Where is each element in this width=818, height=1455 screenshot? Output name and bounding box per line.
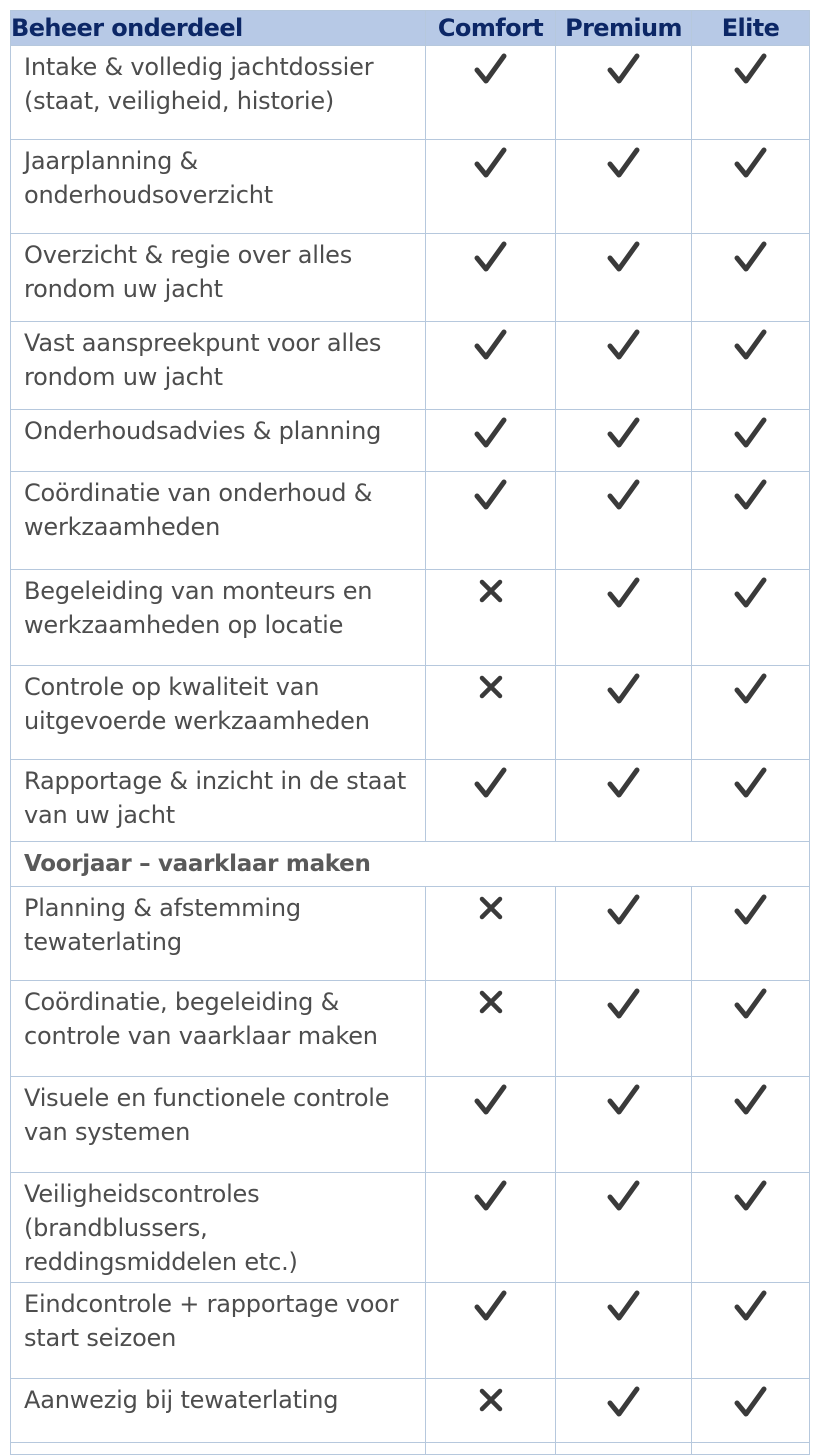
check-icon [734, 987, 768, 1006]
check-icon [734, 1083, 768, 1102]
cell-elite [692, 322, 810, 410]
row-label: Aanwezig bij tewaterlating [11, 1379, 426, 1443]
check-icon [607, 1179, 641, 1198]
check-icon [607, 146, 641, 165]
cell-premium [556, 46, 692, 140]
row-label: Rapportage & inzicht in de staat van uw jacht [11, 760, 426, 842]
check-icon [607, 1385, 641, 1404]
check-icon [607, 1289, 641, 1308]
check-icon [734, 416, 768, 435]
cell-premium [556, 410, 692, 472]
cross-icon [474, 893, 508, 912]
section-title: Voorjaar – vaarklaar maken [11, 842, 810, 887]
cell-comfort [426, 887, 556, 981]
cell-premium [556, 981, 692, 1077]
cell-elite [692, 472, 810, 570]
cell-comfort [426, 472, 556, 570]
cell-elite [692, 887, 810, 981]
check-icon [474, 478, 508, 497]
cell-premium [556, 760, 692, 842]
cell-comfort [426, 760, 556, 842]
check-icon [607, 576, 641, 595]
table-cell [692, 1443, 810, 1455]
cell-comfort [426, 1173, 556, 1283]
header-comfort: Comfort [426, 11, 556, 46]
row-label: Vast aanspreekpunt voor alles rondom uw jacht [11, 322, 426, 410]
header-premium: Premium [556, 11, 692, 46]
cell-elite [692, 1283, 810, 1379]
cell-premium [556, 887, 692, 981]
check-icon [474, 146, 508, 165]
table-cell [556, 1443, 692, 1455]
table-header-row [11, 11, 810, 46]
table-row [11, 410, 810, 472]
check-icon [607, 766, 641, 785]
cell-elite [692, 46, 810, 140]
cell-comfort [426, 1283, 556, 1379]
check-icon [474, 416, 508, 435]
check-icon [607, 672, 641, 691]
header-elite: Elite [692, 11, 810, 46]
cell-elite [692, 981, 810, 1077]
table-row [11, 472, 810, 570]
row-label: Begeleiding van monteurs en werkzaamheden op locatie [11, 570, 426, 666]
row-label: Planning & afstemming tewaterlating [11, 887, 426, 981]
table-row [11, 1283, 810, 1379]
check-icon [734, 1385, 768, 1404]
cell-comfort [426, 1379, 556, 1443]
header-beheer-onderdeel: Beheer onderdeel [11, 11, 426, 46]
check-icon [474, 1289, 508, 1308]
check-icon [474, 328, 508, 347]
check-icon [607, 1083, 641, 1102]
cross-icon [474, 672, 508, 691]
table-row [11, 570, 810, 666]
check-icon [474, 52, 508, 71]
check-icon [607, 52, 641, 71]
check-icon [607, 328, 641, 347]
cell-elite [692, 666, 810, 760]
table-row [11, 234, 810, 322]
table-row [11, 1173, 810, 1283]
check-icon [607, 416, 641, 435]
cell-comfort [426, 410, 556, 472]
check-icon [474, 766, 508, 785]
cell-premium [556, 666, 692, 760]
table-row [11, 760, 810, 842]
comparison-table [10, 10, 810, 1455]
cell-elite [692, 570, 810, 666]
check-icon [734, 766, 768, 785]
check-icon [734, 672, 768, 691]
check-icon [734, 52, 768, 71]
cell-elite [692, 1173, 810, 1283]
table-cell [426, 1443, 556, 1455]
check-icon [734, 1289, 768, 1308]
table-cell [11, 1443, 426, 1455]
table-row [11, 322, 810, 410]
cell-premium [556, 472, 692, 570]
cell-elite [692, 234, 810, 322]
table-row [11, 1077, 810, 1173]
cell-comfort [426, 666, 556, 760]
check-icon [734, 893, 768, 912]
table-row [11, 981, 810, 1077]
cell-comfort [426, 234, 556, 322]
cross-icon [474, 987, 508, 1006]
check-icon [474, 240, 508, 259]
cell-comfort [426, 322, 556, 410]
table-row [11, 46, 810, 140]
cell-premium [556, 570, 692, 666]
check-icon [734, 328, 768, 347]
cell-premium [556, 1077, 692, 1173]
table-row [11, 140, 810, 234]
check-icon [607, 478, 641, 497]
table-row-partial [11, 1443, 810, 1455]
cell-premium [556, 1173, 692, 1283]
cell-elite [692, 1379, 810, 1443]
cell-comfort [426, 140, 556, 234]
row-label: Onderhoudsadvies & planning [11, 410, 426, 472]
row-label: Controle op kwaliteit van uitgevoerde werkzaamheden [11, 666, 426, 760]
check-icon [734, 146, 768, 165]
row-label: Visuele en functionele controle van systemen [11, 1077, 426, 1173]
cell-premium [556, 1379, 692, 1443]
cell-comfort [426, 570, 556, 666]
cross-icon [474, 1385, 508, 1404]
cell-premium [556, 140, 692, 234]
beheer-rows [11, 46, 810, 842]
table-row [11, 1379, 810, 1443]
check-icon [734, 240, 768, 259]
check-icon [734, 478, 768, 497]
row-label: Overzicht & regie over alles rondom uw jacht [11, 234, 426, 322]
row-label: Eindcontrole + rapportage voor start seizoen [11, 1283, 426, 1379]
cell-elite [692, 760, 810, 842]
cross-icon [474, 576, 508, 595]
row-label: Coördinatie van onderhoud & werkzaamheden [11, 472, 426, 570]
voorjaar-rows [11, 887, 810, 1443]
row-label: Coördinatie, begeleiding & controle van vaarklaar maken [11, 981, 426, 1077]
cell-elite [692, 1077, 810, 1173]
cell-elite [692, 140, 810, 234]
check-icon [734, 576, 768, 595]
cell-comfort [426, 46, 556, 140]
cell-comfort [426, 1077, 556, 1173]
cell-premium [556, 322, 692, 410]
check-icon [607, 893, 641, 912]
table-row [11, 887, 810, 981]
cell-elite [692, 410, 810, 472]
row-label: Veiligheidscontroles (brandblussers, reddingsmiddelen etc.) [11, 1173, 426, 1283]
check-icon [474, 1179, 508, 1198]
cell-premium [556, 234, 692, 322]
row-label: Jaarplanning & onderhoudsoverzicht [11, 140, 426, 234]
cell-premium [556, 1283, 692, 1379]
check-icon [474, 1083, 508, 1102]
section-row [11, 842, 810, 887]
table-row [11, 666, 810, 760]
cell-comfort [426, 981, 556, 1077]
check-icon [607, 240, 641, 259]
row-label: Intake & volledig jachtdossier (staat, veiligheid, historie) [11, 46, 426, 140]
check-icon [607, 987, 641, 1006]
check-icon [734, 1179, 768, 1198]
